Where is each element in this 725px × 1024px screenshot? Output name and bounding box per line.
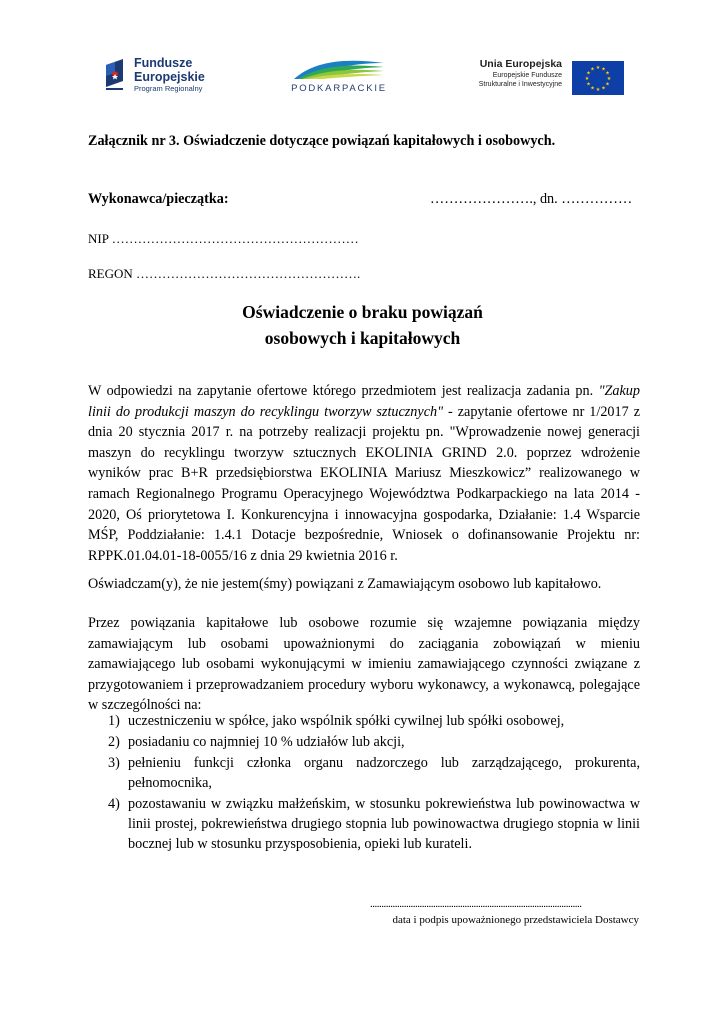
mountains-icon [292,55,386,81]
list-item-number: 3) [108,755,120,771]
list-item-text: posiadaniu co najmniej 10 % udziałów lub akcji, [128,734,405,750]
svg-text:★: ★ [595,87,601,93]
signature-label: data i podpis upoważnionego przedstawiciela Dostawcy [392,914,639,926]
svg-text:★: ★ [590,66,595,73]
project-name: "Zakup linii do produkcji maszyn do recyklingu tworzyw sztucznych" [88,383,640,420]
list-item [88,711,640,731]
podkarpackie-logo [282,55,392,99]
list-item [88,753,640,793]
list-item-number: 1) [108,713,120,729]
signature-line: .............................................................................................. [370,898,582,910]
list-item-number: 4) [108,796,120,812]
ue-line3: Strukturalne i Inwestycyjne [478,81,562,88]
svg-text:★: ★ [586,70,591,77]
intro-part2: - zapytanie ofertowe nr 1/2017 z dnia 20 stycznia 2017 r. na potrzeby realizacji projektu pn. "Wprowadzenie nowej generacji maszyn do recyklingu tworzyw sztucznych EKOLINIA GRIND 2.0. poprzez wdrożenie wyników prac B+R przedsiębiorstwa EKOLINIA Mariusz Mieszkowicz” realizowanego w ramach Regionalnego Programu Operacyjnego Województwa Podkarpackiego na lata 2014 - 2020, Oś priorytetowa I. Konkurencyjna i innowacyjna gospodarka, Działanie: 1.4 Wsparcie MŚP, Poddziałanie: 1.4.1 Dotacje bezpośrednie, Wniosek o dofinansowanie Projektu nr: RPPK.01.04.01-18-0055/16 z dnia 29 kwietnia 2016 r. [88,403,640,564]
main-title-line1: Oświadczenie o braku powiązań [242,302,483,322]
svg-text:★: ★ [606,76,612,82]
list-item [88,732,640,752]
svg-text:★: ★ [605,81,610,88]
main-title-line2: osobowych i kapitałowych [264,328,461,348]
eu-flag-icon [572,61,624,95]
fe-line2: Europejskie [134,70,205,84]
list-item-text: pełnieniu funkcji członka organu nadzorczego lub zarządzającego, prokurenta, pełnomocnika, [128,755,640,791]
fe-star-icon [103,55,127,95]
svg-text:★: ★ [595,65,601,71]
ue-line2: Europejskie Fundusze [492,72,562,79]
svg-text:★: ★ [586,81,591,88]
list-item-text: uczestniczeniu w spółce, jako wspólnik spółki cywilnej lub spółki osobowej, [128,713,565,729]
list-item-number: 2) [108,734,120,750]
ue-line1: Unia Europejska [479,58,562,70]
list-item-text: pozostawaniu w związku małżeńskim, w stosunku pokrewieństwa lub powinowactwa w linii prostej, pokrewieństwa drugiego stopnia lub powinowactwa drugiego stopnia w linii bocznej lub w stosunku przysposobienia, opieki lub kurateli. [128,796,640,852]
regon-field: REGON ……………………………………………. [88,266,361,281]
svg-text:★: ★ [605,70,610,77]
svg-text:★: ★ [584,76,590,82]
nip-field: NIP ………………………………………………… [88,231,359,246]
relations-list [88,711,640,854]
unia-europejska-logo [468,58,624,98]
podkarpackie-text: PODKARPACKIE [291,83,387,94]
fe-line3: Program Regionalny [134,84,203,93]
declaration-paragraph: Oświadczam(y), że nie jestem(śmy) powiązani z Zamawiającym osobowo lub kapitałowo. [88,576,602,592]
svg-text:★: ★ [601,66,606,73]
intro-part1: W odpowiedzi na zapytanie ofertowe którego przedmiotem jest realizacja zadania pn. [88,383,599,399]
definition-paragraph: Przez powiązania kapitałowe lub osobowe rozumie się wzajemne powiązania między zamawiającym lub osobami upoważnionymi do zaciągania zobowiązań w mieniu zamawiającego lub osobami wykonującymi w imieniu zamawiającego czynności związane z przygotowaniem i przeprowadzaniem procedury wyboru wykonawcy, a wykonawcą, polegające w szczególności na: [88,615,640,714]
annex-title: Załącznik nr 3. Oświadczenie dotyczące powiązań kapitałowych i osobowych. [88,133,556,149]
contractor-label: Wykonawca/pieczątka: [88,191,229,207]
svg-text:★: ★ [590,85,595,92]
place-date-field: …………………., dn. …………… [430,191,633,207]
fundusze-europejskie-logo [103,53,233,99]
list-item [88,794,640,854]
fe-line1: Fundusze [134,56,193,70]
intro-paragraph [88,381,640,566]
svg-text:★: ★ [601,85,606,92]
